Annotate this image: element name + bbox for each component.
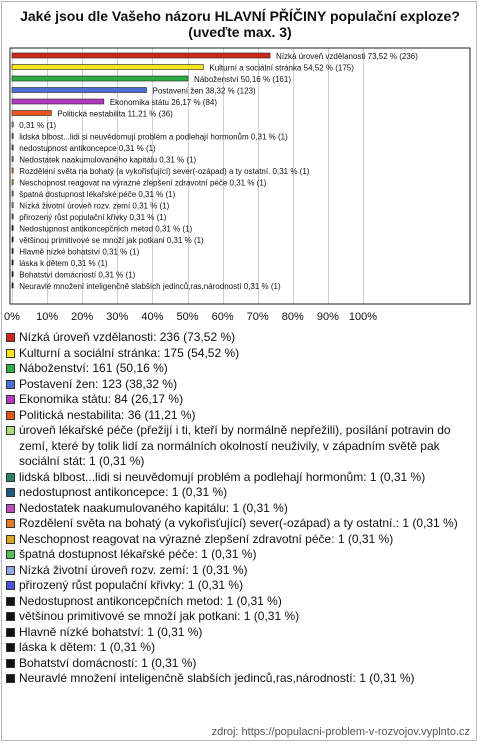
legend-label: přirozený růst populační křivky: 1 (0,31 %) [19,578,244,592]
bar [12,99,104,104]
bar-label: láska k dětem 0,31 % (1) [19,259,108,268]
x-tick-label: 10% [36,311,59,323]
bar [12,214,13,219]
legend-item [6,470,472,486]
legend-label: Kulturní a sociální stránka: 175 (54,52 %) [19,345,240,360]
x-tick-label: 90% [316,311,339,323]
legend-label: Bohatství domácností: 1 (0,31 %) [19,655,197,670]
bar-label: Postavení žen 38,32 % (123) [152,86,256,96]
legend-swatch [6,333,15,342]
legend-item [6,671,472,687]
legend-item [6,625,472,641]
bar [12,168,13,173]
legend-label: nedostupnost antikoncepce: 1 (0,31 %) [19,485,228,499]
bar [12,122,13,127]
bar-label: Nízká životní úroveň rozv. zemí 0,31 % (1) [19,201,170,211]
bar-label: Hlavně nízké bohatství 0,31 % (1) [19,247,140,257]
legend-label: lidská blbost...lidi si neuvědomují problém a podlehají hormonům: 1 (0,31 %) [19,469,426,484]
legend-label: Neschopnost reagovat na výrazné zlepšení zdravotní péče: 1 (0,31 %) [19,531,394,546]
bar-label: Bohatství domácností 0,31 % (1) [19,270,136,280]
legend-item [6,547,472,563]
legend-item [6,563,472,579]
legend-swatch [6,674,15,683]
legend-swatch [6,550,15,559]
legend-item [6,377,472,393]
legend-swatch [6,395,15,404]
legend-label: většinou primitivové se množí jak potkani: 1 (0,31 %) [19,609,300,623]
bar [12,260,13,265]
bar [12,111,51,116]
legend-label: Hlavně nízké bohatství: 1 (0,31 %) [19,624,203,639]
bar [12,237,13,242]
legend-item [6,501,472,517]
legend-label: Nedostatek naakumulovaného kapitálu: 1 (0,31 %) [19,500,288,515]
bar-label: Kulturní a sociální stránka 54,52 % (175) [209,63,354,73]
bar-label: Nedostupnost antikoncepčních metod 0,31 % (1) [19,224,193,234]
bar [12,249,13,254]
legend-swatch [6,349,15,358]
bar-label: nedostupnost antikoncepce 0,31 % (1) [19,144,156,153]
legend-swatch [6,504,15,513]
legend-label: Rozdělení světa na bohatý (a vykořisťující) sever(-ozápad) a ty ostatní.: 1 (0,31 %) [19,516,458,530]
legend-item [6,516,472,532]
bar [12,76,188,81]
bar-label: Rozdělení světa na bohatý (a vykořisťující) sever(-ozápad) a ty ostatní. 0,31 % (1) [19,167,310,176]
legend-swatch [6,411,15,420]
legend-label: Náboženství: 161 (50,16 %) [19,361,168,375]
bar-label: Neschopnost reagovat na výrazné zlepšení zdravotní péče 0,31 % (1) [19,178,267,188]
bar-label: přirozený růst populační křivky 0,31 % (1) [19,213,167,222]
legend-swatch [6,581,15,590]
legend-item [6,609,472,625]
source-credit: zdroj: https://populacni-problem-v-rozvojov.vyplnto.cz [211,726,470,738]
x-tick-label: 20% [71,311,94,323]
bar [12,180,13,185]
legend-item [6,330,472,346]
x-tick-label: 80% [281,311,304,323]
legend-item [6,656,472,672]
legend-swatch [6,597,15,606]
bar [12,272,13,277]
bar-chart [0,0,480,330]
legend-item [6,594,472,610]
legend-label: špatná dostupnost lékařské péče: 1 (0,31 %) [19,547,257,561]
legend-swatch [6,612,15,621]
bar [12,283,13,288]
chart-title: Jaké jsou dle Vašeho názoru HLAVNÍ PŘÍČINY populační exploze? (uveďte max. 3) [20,8,460,40]
x-tick-label: 0% [4,311,20,323]
bars [12,52,418,291]
legend-swatch [6,535,15,544]
legend-label: láska k dětem: 1 (0,31 %) [19,640,156,654]
bar-label: Ekonomika státu 26,17 % (84) [109,98,218,107]
legend-swatch [6,628,15,637]
legend-swatch [6,566,15,575]
bar-label: 0,31 % (1) [19,121,57,130]
legend-swatch [6,380,15,389]
legend [6,330,472,687]
legend-label: Nízká životní úroveň rozv. zemí: 1 (0,31 %) [19,562,248,577]
bar [12,53,270,58]
legend-swatch [6,659,15,668]
bar [12,226,13,231]
legend-label: úroveň lékařské péče (přežijí i ti, kteří by normálně nepřežili), posílání potravin do zemí, které by tolik lidí za normálních okolností neuživily, v západním světě pak sociální stát: 1 (0,31 %) [19,423,451,468]
bar-label: špatná dostupnost lékařské péče 0,31 % (1) [19,190,176,199]
bar [12,145,13,150]
legend-label: Nízká úroveň vzdělanosti: 236 (73,52 %) [19,330,236,344]
bar-label: Náboženství 50,16 % (161) [194,75,292,84]
legend-label: Nedostupnost antikoncepčních metod: 1 (0,31 %) [19,593,282,608]
legend-label: Politická nestabilita: 36 (11,21 %) [19,407,196,422]
bar-label: Nízká úroveň vzdělanosti 73,52 % (236) [276,52,418,61]
x-tick-label: 50% [176,311,199,323]
x-tick-label: 60% [211,311,234,323]
bar [12,65,203,70]
legend-item [6,640,472,656]
legend-label: Neuravlé množení inteligenčně slabších jedinců,ras,národností: 1 (0,31 %) [19,671,415,685]
bar [12,203,13,208]
legend-swatch [6,473,15,482]
legend-label: Postavení žen: 123 (38,32 %) [19,376,178,391]
legend-swatch [6,426,15,435]
legend-item [6,346,472,362]
legend-item [6,423,472,470]
bar-label: Nedostatek naakumulovaného kapitálu 0,31 % (1) [19,155,197,165]
legend-swatch [6,364,15,373]
x-tick-label: 70% [246,311,269,323]
x-tick-label: 40% [141,311,164,323]
legend-label: Ekonomika státu: 84 (26,17 %) [19,392,184,406]
legend-swatch [6,519,15,528]
bar [12,191,13,196]
bar [12,157,13,162]
bar-label: Neuravlé množení inteligenčně slabších jedinců,ras,národností 0,31 % (1) [19,282,281,291]
bar-label: většinou primitivové se množí jak potkani 0,31 % (1) [19,236,204,245]
bar [12,134,13,139]
legend-item [6,361,472,377]
legend-item [6,485,472,501]
legend-item [6,578,472,594]
legend-swatch [6,643,15,652]
legend-item [6,408,472,424]
legend-swatch [6,488,15,497]
x-tick-label: 30% [106,311,129,323]
bar-label: lidská blbost...lidi si neuvědomují problém a podlehají hormonům 0,31 % (1) [19,132,288,142]
x-tick-label: 100% [348,311,378,323]
x-axis-ticks [4,311,377,323]
bar [12,88,147,93]
legend-item [6,392,472,408]
legend-item [6,532,472,548]
bar-label: Politická nestabilita 11,21 % (36) [57,109,173,119]
